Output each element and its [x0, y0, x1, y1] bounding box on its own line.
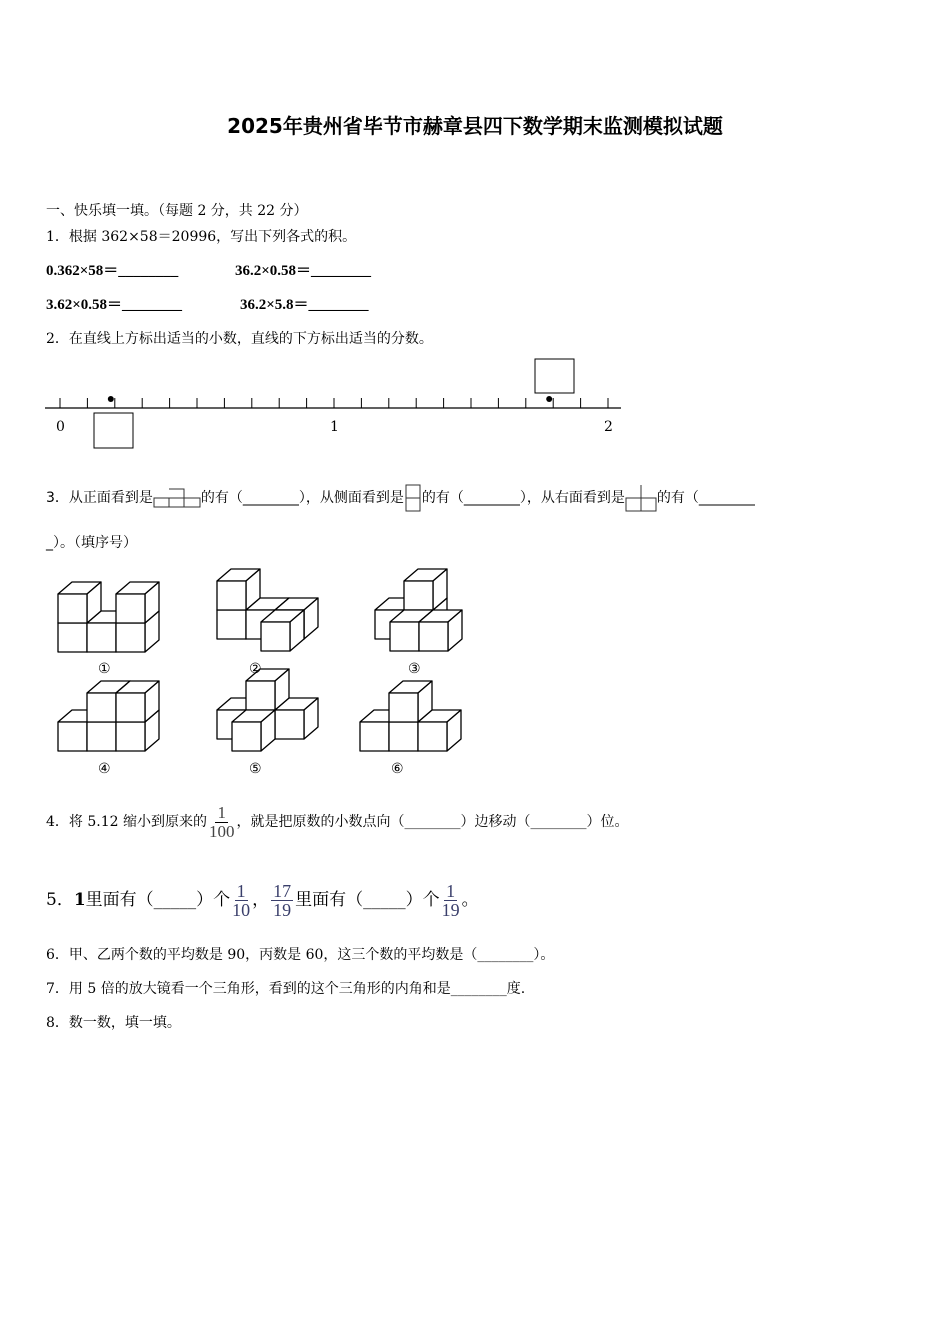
fraction-denominator: 19 — [441, 900, 460, 920]
fraction-numerator: 1 — [446, 881, 456, 901]
cube-figure-4 — [58, 681, 159, 751]
cube-front-face — [246, 681, 275, 710]
cube-front-face — [116, 722, 145, 751]
cube-front-face — [87, 722, 116, 751]
cube-front-face — [275, 710, 304, 739]
fraction-numerator: 17 — [273, 881, 292, 901]
q1-item-1: 0.362×58＝________ — [46, 263, 179, 279]
cube-front-face — [58, 623, 87, 652]
cube-front-face — [389, 722, 418, 751]
cube-front-face — [58, 594, 87, 623]
cube-front-face — [116, 594, 145, 623]
q5-number: 1 — [73, 890, 86, 910]
question-1-stem: 1．根据 362×58＝20996，写出下列各式的积。 — [46, 229, 357, 245]
cube-figure-5 — [217, 669, 318, 751]
figure-label-6: ⑥ — [391, 761, 404, 777]
cube-figure-6 — [360, 681, 461, 751]
cube-front-face — [389, 693, 418, 722]
fraction-denominator: 100 — [208, 821, 235, 841]
figure-label-4: ④ — [98, 761, 111, 777]
q3-text-5: _）。（填序号） — [46, 535, 137, 551]
cube-front-face — [87, 693, 116, 722]
numline-label-2: 2 — [604, 419, 613, 435]
question-2-stem: 2．在直线上方标出适当的小数，直线的下方标出适当的分数。 — [46, 331, 433, 347]
fraction-denominator: 19 — [273, 900, 292, 920]
q4-text-1: 4．将 5.12 缩小到原来的 — [46, 814, 207, 830]
q1-item-3: 3.62×0.58＝________ — [46, 297, 183, 313]
cube-front-face — [116, 693, 145, 722]
cube-front-face — [87, 623, 116, 652]
q4-text-2: ，就是把原数的小数点向（________）边移动（________）位。 — [236, 814, 629, 830]
q5-comma: ， — [252, 890, 270, 910]
figure-label-3: ③ — [408, 661, 421, 677]
page-title: 2025年贵州省毕节市赫章县四下数学期末监测模拟试题 — [227, 114, 723, 138]
cube-front-face — [116, 623, 145, 652]
q3-text-2: 的有（________），从侧面看到是 — [200, 490, 404, 506]
question-4 — [46, 802, 628, 842]
q5-text-1: 5． — [46, 890, 74, 910]
section-heading: 一、快乐填一填。（每题 2 分，共 22 分） — [46, 203, 308, 219]
q5-end: 。 — [461, 890, 479, 910]
numline-label-1: 1 — [330, 419, 339, 435]
cube-front-face — [58, 722, 87, 751]
figure-label-5: ⑤ — [249, 761, 262, 777]
cube-front-face — [261, 622, 290, 651]
cube-front-face — [390, 622, 419, 651]
cube-front-face — [232, 722, 261, 751]
cube-front-face — [360, 722, 389, 751]
cube-front-face — [418, 722, 447, 751]
side-view-icon — [404, 484, 422, 512]
fraction-numerator: 1 — [217, 802, 226, 822]
cube-front-face — [419, 622, 448, 651]
cube-front-face — [217, 610, 246, 639]
cube-figure-2 — [217, 569, 318, 651]
cube-front-face — [217, 581, 246, 610]
point-marker — [546, 396, 552, 402]
front-view-icon — [153, 488, 201, 508]
q1-item-2: 36.2×0.58＝________ — [235, 263, 372, 279]
q5-text-2: 里面有（_____）个 — [85, 890, 231, 910]
fraction-numerator: 1 — [236, 881, 246, 901]
cube-front-face — [404, 581, 433, 610]
q1-item-4: 36.2×5.8＝________ — [240, 297, 369, 313]
q5-text-3: 里面有（_____）个 — [295, 890, 440, 910]
right-view-icon — [625, 484, 657, 512]
question-3-text — [46, 484, 755, 512]
question-8: 8．数一数，填一填。 — [46, 1015, 181, 1031]
question-7: 7．用 5 倍的放大镜看一个三角形，看到的这个三角形的内角和是________度. — [46, 981, 526, 997]
cube-figure-1 — [58, 582, 159, 652]
answer-box-below — [94, 413, 133, 448]
figure-label-2: ② — [249, 661, 262, 677]
figure-label-1: ① — [98, 661, 111, 677]
question-5 — [46, 878, 479, 922]
q3-text-4: 的有（________ — [656, 490, 755, 506]
q3-text-3: 的有（________），从右面看到是 — [421, 490, 625, 506]
q3-text-1: 3．从正面看到是 — [46, 490, 153, 506]
cube-figure-3 — [375, 569, 462, 651]
fraction-denominator: 10 — [232, 900, 251, 920]
question-6: 6．甲、乙两个数的平均数是 90，丙数是 60，这三个数的平均数是（________）。 — [46, 947, 555, 963]
answer-box-above — [535, 359, 574, 393]
point-marker — [108, 396, 114, 402]
numline-label-0: 0 — [56, 419, 65, 435]
